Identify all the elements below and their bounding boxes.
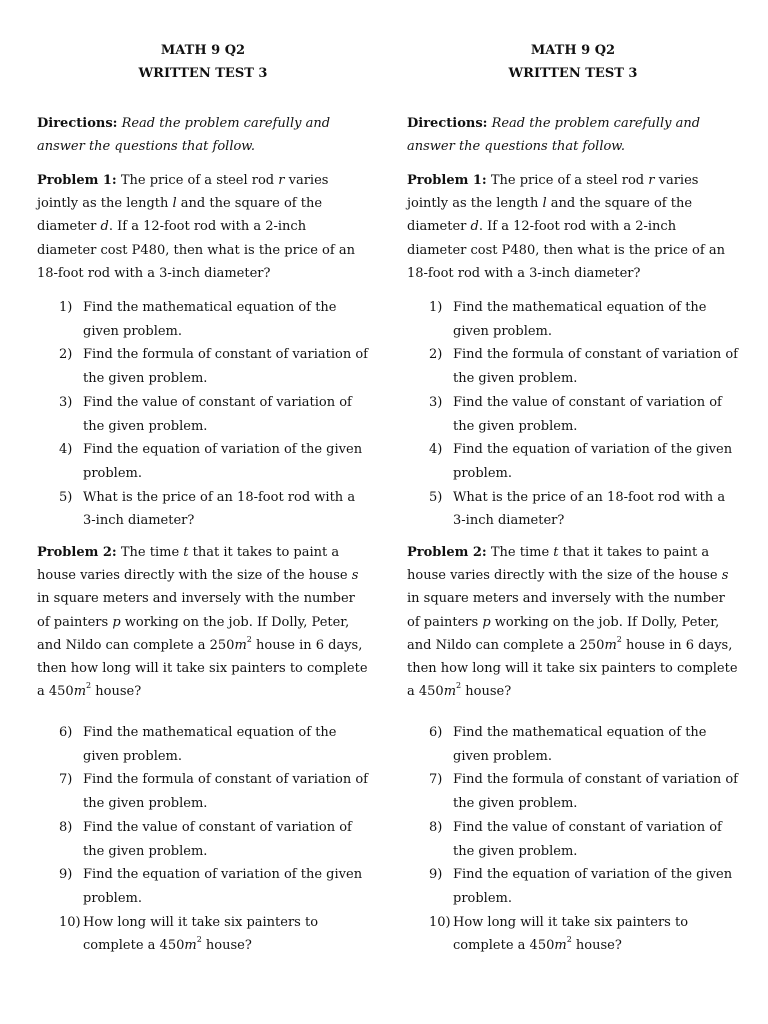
area-unit: m: [184, 938, 197, 954]
problem-1-text-1: The price of a steel rod: [116, 173, 279, 188]
area-exponent: 2: [86, 681, 92, 691]
area-unit: m: [604, 637, 617, 653]
problem-1-questions: [37, 296, 369, 533]
problem-1-text-4: . If a 12-foot rod with a 2-inch diameter cost P480, then what is the price of an 18-foot rod with a 3-inch diameter?: [37, 219, 355, 281]
problem-1-text-4: . If a 12-foot rod with a 2-inch diameter cost P480, then what is the price of an 18-foot rod with a 3-inch diameter?: [407, 219, 725, 281]
question-text: Find the value of constant of variation of the given problem.: [453, 394, 722, 434]
question-text-end: house?: [571, 938, 622, 954]
problem-2-var-p: p: [112, 614, 121, 630]
question-text: Find the equation of variation of the given problem.: [453, 867, 733, 906]
question-number: 4): [429, 442, 443, 458]
problem-2-questions: [407, 721, 739, 958]
problem-1: [407, 169, 739, 285]
problem-1-text-2: varies jointly as the length: [37, 173, 329, 212]
question-number: 5): [429, 489, 443, 505]
area-exponent: 2: [246, 634, 252, 644]
question-text: Find the value of constant of variation of the given problem.: [453, 819, 722, 859]
area-unit: m: [73, 684, 87, 700]
question-text: Find the formula of constant of variation of the given problem.: [83, 772, 368, 812]
problem-2-text-1: The time: [486, 545, 554, 560]
area-value: 450: [529, 938, 555, 954]
question-text: What is the price of an 18-foot rod with a 3-inch diameter?: [453, 489, 726, 529]
question-text: Find the mathematical equation of the given problem.: [83, 300, 337, 339]
question-number: 4): [59, 442, 73, 458]
list-item: [407, 343, 739, 390]
header-title: MATH 9 Q2: [160, 43, 246, 58]
question-number: 5): [59, 489, 73, 505]
list-item: [407, 816, 739, 863]
question-number: 7): [429, 772, 443, 788]
question-number: 7): [59, 772, 73, 788]
question-text: Find the mathematical equation of the given problem.: [83, 725, 337, 764]
problem-1-text-1: The price of a steel rod: [486, 173, 649, 188]
problem-2-text-3: in square meters and inversely with the number of painters: [37, 591, 355, 630]
problem-2-var-s: s: [721, 568, 729, 584]
problem-2-label: Problem 2:: [407, 545, 487, 560]
list-item: [37, 863, 369, 910]
list-item: [37, 816, 369, 863]
problem-2-var-t: t: [553, 545, 559, 560]
question-text: Find the formula of constant of variation of the given problem.: [453, 347, 738, 387]
question-text-end: house?: [201, 938, 252, 954]
question-text: Find the formula of constant of variation of the given problem.: [83, 347, 368, 387]
list-item: [407, 296, 739, 343]
area-value: 450: [418, 684, 444, 700]
problem-1-var-l: l: [172, 196, 177, 212]
header-subtitle: WRITTEN TEST 3: [138, 66, 268, 81]
header-subtitle: WRITTEN TEST 3: [508, 66, 638, 81]
question-text: Find the formula of constant of variation of the given problem.: [453, 772, 738, 812]
question-text: Find the equation of variation of the given problem.: [83, 442, 363, 481]
area-exponent: 2: [616, 634, 622, 644]
list-item: [407, 911, 739, 958]
question-text: Find the equation of variation of the given problem.: [453, 442, 733, 481]
problem-2-text-4: working on the job. If Dolly, Peter, and Nildo can complete a: [37, 614, 350, 653]
problem-2-text-5: house in 6 days, then how long will it take six painters to complete a: [37, 637, 368, 700]
problem-2-questions: [37, 721, 369, 958]
list-item: [37, 438, 369, 485]
list-item: [37, 486, 369, 533]
problem-1-label: Problem 1:: [407, 173, 487, 188]
area-value: 450: [48, 684, 74, 700]
question-number: 10): [429, 914, 451, 930]
problem-1-var-l: l: [542, 196, 547, 212]
list-item: [37, 768, 369, 815]
directions-label: Directions:: [37, 116, 118, 131]
problem-2-var-t: t: [183, 545, 189, 560]
problem-1-label: Problem 1:: [37, 173, 117, 188]
list-item: [37, 721, 369, 768]
problem-2-var-s: s: [351, 568, 359, 584]
problem-2-text-1: The time: [116, 545, 184, 560]
list-item: [407, 391, 739, 438]
list-item: [407, 438, 739, 485]
area-unit: m: [443, 684, 457, 700]
problem-1-var-r: r: [278, 173, 285, 188]
question-number: 2): [429, 347, 443, 363]
problem-1-text-3: and the square of the diameter: [407, 196, 693, 235]
list-item: [37, 391, 369, 438]
list-item: [407, 768, 739, 815]
area-value: 450: [159, 938, 185, 954]
directions-text: Read the problem carefully and answer the questions that follow.: [37, 116, 331, 155]
question-text: How long will it take six painters to complete a: [83, 914, 319, 954]
question-text: How long will it take six painters to complete a: [453, 914, 689, 954]
question-text: Find the mathematical equation of the given problem.: [453, 725, 707, 764]
problem-1-var-r: r: [648, 173, 655, 188]
problem-2-var-p: p: [482, 614, 491, 630]
problem-2-text-4: working on the job. If Dolly, Peter, and Nildo can complete a: [407, 614, 720, 653]
list-item: [37, 296, 369, 343]
area-exponent: 2: [196, 935, 202, 945]
question-number: 9): [59, 867, 73, 883]
question-number: 1): [59, 300, 73, 315]
question-number: 8): [429, 819, 443, 835]
problem-2-text-2: that it takes to paint a house varies directly with the size of the house: [37, 545, 352, 584]
area-unit: m: [234, 637, 247, 653]
list-item: [407, 486, 739, 533]
question-number: 3): [59, 394, 73, 410]
header-title: MATH 9 Q2: [530, 43, 616, 58]
area-value: 250: [579, 637, 605, 653]
area-unit: m: [554, 938, 567, 954]
area-value: 250: [209, 637, 235, 653]
question-number: 8): [59, 819, 73, 835]
question-number: 2): [59, 347, 73, 363]
list-item: [37, 343, 369, 390]
problem-2: [37, 541, 369, 703]
problem-1-text-3: and the square of the diameter: [37, 196, 323, 235]
question-number: 10): [59, 914, 81, 930]
problem-2-text-5: house in 6 days, then how long will it take six painters to complete a: [407, 637, 738, 700]
question-text: Find the value of constant of variation of the given problem.: [83, 394, 352, 434]
question-text: Find the equation of variation of the given problem.: [83, 867, 363, 906]
problem-2-text-6: house?: [461, 684, 512, 700]
problem-2: [407, 541, 739, 703]
question-text: Find the mathematical equation of the given problem.: [453, 300, 707, 339]
list-item: [37, 911, 369, 958]
problem-2-text-3: in square meters and inversely with the number of painters: [407, 591, 725, 630]
directions-text: Read the problem carefully and answer the questions that follow.: [407, 116, 701, 155]
directions-label: Directions:: [407, 116, 488, 131]
problem-1-questions: [407, 296, 739, 533]
question-number: 1): [429, 300, 443, 315]
question-text: What is the price of an 18-foot rod with a 3-inch diameter?: [83, 489, 356, 529]
list-item: [407, 863, 739, 910]
question-number: 6): [59, 725, 73, 740]
problem-1-text-2: varies jointly as the length: [407, 173, 699, 212]
directions: [37, 112, 369, 158]
question-text: Find the value of constant of variation of the given problem.: [83, 819, 352, 859]
question-number: 9): [429, 867, 443, 883]
area-exponent: 2: [456, 681, 462, 691]
question-number: 3): [429, 394, 443, 410]
problem-2-text-6: house?: [91, 684, 142, 700]
area-exponent: 2: [566, 935, 572, 945]
problem-1: [37, 169, 369, 285]
problem-2-text-2: that it takes to paint a house varies directly with the size of the house: [407, 545, 722, 584]
problem-2-label: Problem 2:: [37, 545, 117, 560]
problem-1-var-d: d: [470, 219, 479, 235]
problem-1-var-d: d: [100, 219, 109, 235]
list-item: [407, 721, 739, 768]
directions: [407, 112, 739, 158]
question-number: 6): [429, 725, 443, 740]
